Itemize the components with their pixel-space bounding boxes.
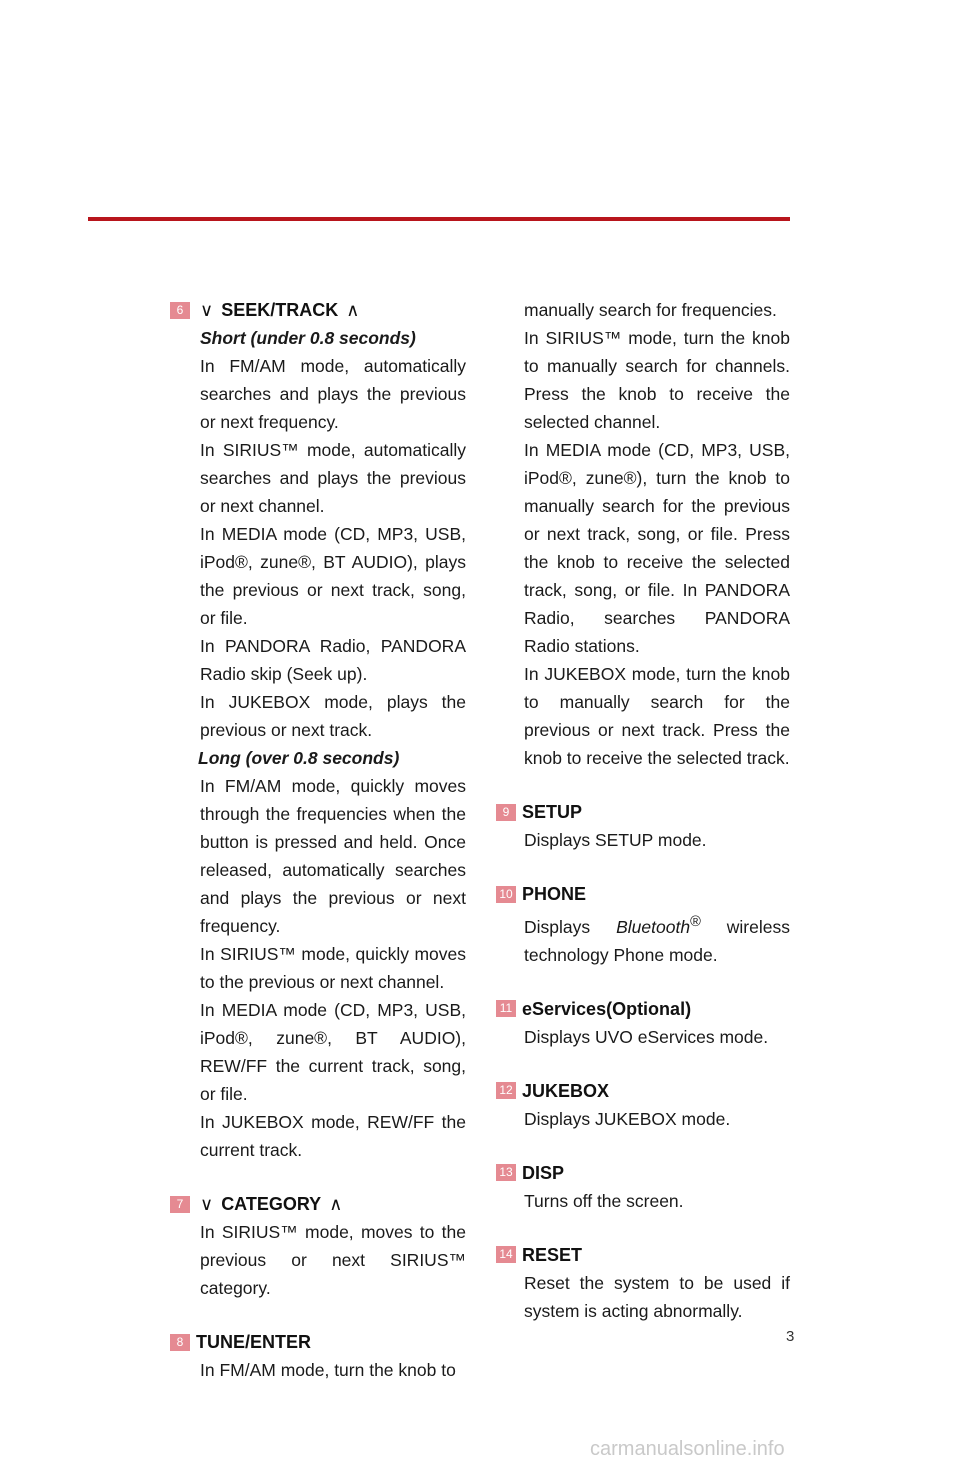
long-press-label: Long (over 0.8 seconds) [198, 748, 400, 768]
section-heading [496, 880, 790, 908]
section-number-badge: 6 [170, 302, 190, 319]
section-heading [496, 995, 790, 1023]
paragraph: Displays SETUP mode. [524, 830, 707, 850]
paragraph: Turns off the screen. [524, 1190, 684, 1211]
section-category [170, 1190, 466, 1302]
paragraph: In JUKEBOX mode, turn the knob to manually search for the previous or next track. Press the knob to receive the selected track. [524, 664, 790, 768]
paragraph: In SIRIUS™ mode, quickly moves to the previous or next channel. [200, 944, 466, 992]
section-heading [496, 1077, 790, 1105]
section-title: SETUP [522, 802, 583, 822]
section-number-badge: 10 [496, 886, 516, 903]
section-heading [496, 798, 790, 826]
page-number: 3 [786, 1328, 795, 1345]
section-title: CATEGORY [221, 1194, 322, 1214]
section-title: DISP [522, 1162, 565, 1183]
watermark: carmanualsonline.info [590, 1438, 785, 1460]
section-number-badge: 11 [496, 1000, 516, 1017]
section-title: RESET [522, 1244, 583, 1265]
section-phone [496, 880, 790, 969]
section-disp [496, 1159, 790, 1215]
right-column [496, 296, 790, 1351]
section-tune-enter [170, 1328, 466, 1384]
section-title: SEEK/TRACK [221, 300, 339, 320]
registered-mark: ® [690, 914, 701, 930]
section-title: eServices(Optional) [522, 998, 692, 1019]
paragraph: In MEDIA mode (CD, MP3, USB, iPod®, zune®, BT AUDIO), plays the previous or next track, song, or file. [200, 524, 466, 628]
section-reset [496, 1241, 790, 1325]
paragraph: Reset the system to be used if system is acting abnormally. [524, 1272, 790, 1321]
bluetooth-text: Bluetooth [616, 916, 691, 937]
section-eservices [496, 995, 790, 1051]
section-jukebox [496, 1077, 790, 1133]
section-tune-enter-continued [496, 296, 790, 772]
short-press-label: Short (under 0.8 seconds) [200, 328, 416, 348]
paragraph [524, 908, 790, 969]
paragraph: Displays JUKEBOX mode. [524, 1108, 731, 1129]
section-heading [170, 296, 466, 324]
header-rule [88, 217, 790, 221]
section-title: TUNE/ENTER [196, 1332, 312, 1352]
section-heading [170, 1190, 466, 1218]
section-heading [496, 1241, 790, 1269]
paragraph-lead: Displays [524, 916, 617, 937]
paragraph: In SIRIUS™ mode, turn the knob to manually search for channels. Press the knob to receive the selected channel. [524, 328, 790, 432]
arrow-down-icon: ∨ [200, 300, 214, 320]
paragraph: In FM/AM mode, turn the knob to [200, 1360, 456, 1380]
paragraph: In FM/AM mode, automatically searches and plays the previous or next frequency. [200, 356, 466, 432]
arrow-down-icon: ∨ [200, 1194, 214, 1214]
paragraph: In SIRIUS™ mode, moves to the previous or next SIRIUS™ category. [200, 1222, 466, 1298]
paragraph: In FM/AM mode, quickly moves through the frequencies when the button is pressed and held. Once released, automatically searches and plays the previous or next frequency. [200, 776, 466, 936]
section-number-badge: 13 [496, 1164, 516, 1181]
section-setup [496, 798, 790, 854]
arrow-up-icon: ∧ [329, 1194, 343, 1214]
section-number-badge: 14 [496, 1246, 516, 1263]
section-heading [496, 1159, 790, 1187]
section-number-badge: 9 [496, 804, 516, 821]
paragraph-tail: wireless technology Phone mode. [524, 916, 790, 965]
paragraph: In PANDORA Radio, PANDORA Radio skip (Seek up). [200, 636, 466, 684]
section-number-badge: 7 [170, 1196, 190, 1213]
paragraph: In MEDIA mode (CD, MP3, USB, iPod®, zune®, BT AUDIO), REW/FF the current track, song, or file. [200, 1000, 466, 1104]
section-number-badge: 8 [170, 1334, 190, 1351]
paragraph: manually search for frequencies. [524, 300, 777, 320]
paragraph: Displays UVO eServices mode. [524, 1026, 769, 1047]
paragraph: In JUKEBOX mode, REW/FF the current track. [200, 1112, 466, 1160]
section-heading [170, 1328, 466, 1356]
left-column [170, 296, 466, 1410]
section-title: PHONE [522, 884, 587, 904]
paragraph: In SIRIUS™ mode, automatically searches and plays the previous or next channel. [200, 440, 466, 516]
paragraph: In MEDIA mode (CD, MP3, USB, iPod®, zune®), turn the knob to manually search for the previous or next track, song, or file. Press the knob to receive the selected track, song, or file. In PANDORA Radio, searches PANDORA Radio stations. [524, 440, 790, 656]
section-seek-track [170, 296, 466, 1164]
paragraph: In JUKEBOX mode, plays the previous or next track. [200, 692, 466, 740]
arrow-up-icon: ∧ [346, 300, 360, 320]
section-number-badge: 12 [496, 1082, 516, 1099]
section-title: JUKEBOX [522, 1080, 610, 1101]
